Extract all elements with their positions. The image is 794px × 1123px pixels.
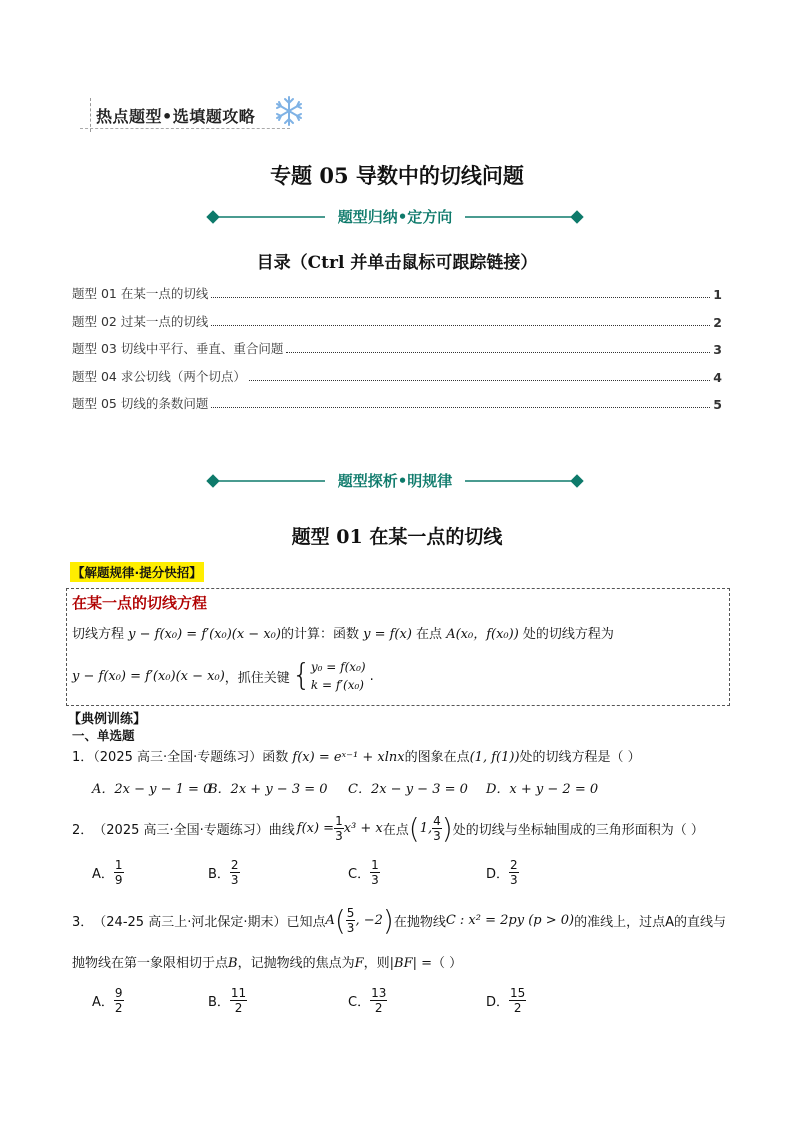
- option-text: D．x + y − 2 = 0: [486, 782, 599, 797]
- numerator: 4: [433, 814, 441, 828]
- numerator: 1: [371, 858, 379, 872]
- section-banner: [205, 206, 585, 228]
- denominator: 3: [371, 873, 379, 887]
- q-text: 处的切线方程是（ ）: [519, 750, 641, 765]
- toc-item-page: 4: [713, 369, 722, 385]
- numerator: 2: [230, 858, 239, 872]
- question-3: [72, 904, 726, 937]
- numerator: 5: [346, 906, 355, 920]
- denominator: 3: [335, 829, 343, 843]
- option[interactable]: [92, 858, 124, 887]
- snowflake-icon: [272, 94, 306, 128]
- fraction: [114, 858, 124, 887]
- formula: A: [325, 913, 335, 928]
- toc-item-page: 5: [713, 397, 722, 412]
- fraction: [370, 858, 380, 887]
- toc-item-label: 题型 01 在某一点的切线: [72, 286, 209, 301]
- q-text: ，则: [363, 956, 390, 971]
- text: 切线方程: [72, 627, 125, 642]
- option[interactable]: [486, 778, 598, 797]
- q-text: （2025 高三·全国·专题练习）曲线: [93, 823, 295, 838]
- text: 在点: [416, 627, 443, 642]
- fraction: [432, 814, 442, 843]
- formula: A(x₀，f(x₀)): [446, 627, 519, 642]
- toc-leader: [211, 325, 710, 326]
- rule-title: 在某一点的切线方程: [72, 594, 208, 612]
- numerator: 2: [510, 858, 518, 872]
- option[interactable]: [486, 986, 526, 1015]
- option[interactable]: [486, 858, 519, 887]
- fraction: [509, 986, 526, 1015]
- fraction: [230, 858, 240, 887]
- formula: y₀ = f(x₀): [310, 660, 366, 674]
- text: .: [369, 668, 374, 684]
- option-text: B．2x + y − 3 = 0: [208, 782, 328, 797]
- formula: y − f(x₀) = f′(x₀)(x − x₀): [72, 668, 225, 684]
- option-letter: A．: [92, 995, 114, 1010]
- toc-item-page: 1: [713, 287, 722, 302]
- text: 的计算：函数: [280, 627, 359, 642]
- paren: (: [334, 904, 346, 937]
- denominator: 3: [433, 829, 441, 843]
- toc-item[interactable]: [72, 312, 722, 330]
- numerator: 9: [114, 986, 123, 1000]
- formula: B: [228, 956, 238, 971]
- option-text: C．2x − y − 3 = 0: [348, 782, 468, 797]
- toc-item-page: 3: [713, 342, 722, 357]
- section-title: 题型 01 在某一点的切线: [291, 526, 503, 548]
- numerator: 1: [335, 814, 343, 828]
- option-letter: B．: [208, 867, 230, 882]
- fraction: [370, 986, 387, 1015]
- toc-item[interactable]: [72, 339, 722, 357]
- q-text: 处的切线与坐标轴围成的三角形面积为（ ）: [452, 823, 704, 838]
- option[interactable]: [348, 858, 380, 887]
- denominator: 3: [346, 921, 355, 935]
- option[interactable]: [348, 986, 387, 1015]
- option[interactable]: [208, 778, 328, 797]
- option-letter: A．: [92, 867, 114, 882]
- rule-line-2: [72, 658, 374, 694]
- text: 处的切线方程为: [522, 627, 614, 642]
- toc-item-page: 2: [713, 314, 722, 330]
- denominator: 2: [513, 1001, 522, 1015]
- denominator: 2: [114, 1001, 123, 1015]
- denominator: 2: [234, 1001, 243, 1015]
- header-divider: [90, 98, 91, 132]
- option-letter: B．: [208, 995, 230, 1010]
- option[interactable]: [208, 986, 247, 1015]
- formula: (1, f(1)): [469, 750, 520, 765]
- formula: y − f(x₀) = f′(x₀)(x − x₀): [128, 627, 281, 642]
- option[interactable]: [208, 858, 240, 887]
- denominator: 3: [230, 873, 239, 887]
- formula: 1,: [419, 821, 433, 836]
- toc-leader: [249, 380, 710, 381]
- formula: y = f(x): [363, 627, 412, 642]
- toc-title: 目录（Ctrl 并单击鼠标可跟踪链接）: [256, 253, 538, 273]
- option-letter: D．: [486, 995, 510, 1010]
- subsection-title: 一、单选题: [72, 728, 135, 743]
- denominator: 9: [114, 873, 123, 887]
- denominator: 3: [510, 873, 518, 887]
- paren: ): [382, 904, 394, 937]
- numerator: 1: [114, 858, 123, 872]
- option-letter: C．: [348, 867, 371, 882]
- toc-item[interactable]: [72, 284, 722, 302]
- option-letter: D．: [486, 867, 510, 882]
- formula: F: [354, 956, 364, 971]
- formula: f(x) = eˣ⁻¹ + xlnx: [292, 750, 405, 765]
- option[interactable]: [92, 778, 211, 797]
- formula: x³ + x: [343, 821, 383, 836]
- q-text: 的准线上，过点A的直线与: [574, 915, 726, 930]
- q-text: 的图象在点: [404, 750, 470, 765]
- toc-item-label: 题型 04 求公切线（两个切点）: [72, 368, 246, 384]
- formula: k = f′(x₀): [310, 678, 364, 692]
- toc-item-label: 题型 02 过某一点的切线: [72, 313, 209, 329]
- rule-line-1: [72, 623, 614, 642]
- q-num: 1．: [72, 750, 94, 765]
- option-text: A．2x − y − 1 = 0: [92, 782, 212, 797]
- q-text: 在抛物线: [393, 915, 446, 930]
- brace: {: [291, 658, 311, 693]
- fraction: [346, 906, 356, 935]
- numerator: 11: [230, 986, 247, 1000]
- denominator: 2: [374, 1001, 383, 1015]
- formula: |BF| =: [389, 956, 432, 971]
- tip-tag: 【解题规律·提分快招】: [70, 562, 204, 582]
- toc-item-label: 题型 05 切线的条数问题: [72, 396, 209, 411]
- toc-item[interactable]: [72, 394, 722, 412]
- toc-leader: [211, 297, 710, 298]
- toc-leader: [211, 407, 710, 408]
- page-title: 专题 05 导数中的切线问题: [270, 163, 524, 188]
- question-2: [72, 812, 704, 845]
- toc-item-label: 题型 03 切线中平行、垂直、重合问题: [72, 341, 284, 356]
- q-text: 抛物线在第一象限相切于点: [72, 956, 229, 971]
- text: ，抓住关键: [224, 670, 290, 686]
- example-tag: 【典例训练】: [68, 712, 147, 727]
- header-underline: [80, 128, 290, 129]
- fraction: [334, 814, 344, 843]
- q-text: 在点: [382, 823, 409, 838]
- banner-label: 题型探析•明规律: [337, 472, 453, 490]
- banner-label: 题型归纳•定方向: [337, 208, 453, 226]
- q-num: 2．: [72, 823, 94, 838]
- formula: f(x) =: [296, 821, 335, 836]
- formula: C : x² = 2py (p > 0): [445, 913, 575, 928]
- q-text: （24-25 高三上·河北保定·期末）已知点: [93, 915, 326, 930]
- q-text: （2025 高三·全国·专题练习）函数: [93, 750, 289, 765]
- q-text: （ ）: [432, 956, 463, 971]
- fraction: [114, 986, 124, 1015]
- option[interactable]: [92, 986, 124, 1015]
- option-letter: C．: [348, 995, 371, 1010]
- q-num: 3．: [72, 915, 94, 930]
- fraction: [230, 986, 247, 1015]
- section-banner: [205, 470, 585, 492]
- paren: ): [441, 812, 453, 845]
- paren: (: [408, 812, 420, 845]
- formula: , −2: [355, 913, 383, 928]
- option[interactable]: [348, 778, 468, 797]
- q-text: ，记抛物线的焦点为: [237, 956, 355, 971]
- toc-leader: [286, 352, 710, 353]
- numerator: 13: [371, 986, 387, 1000]
- numerator: 15: [510, 986, 526, 1000]
- header-badge: 热点题型•选填题攻略: [96, 107, 256, 126]
- question-3-line-2: [72, 952, 462, 971]
- question-1: [72, 746, 641, 765]
- toc-item[interactable]: [72, 367, 722, 385]
- equation-system: [311, 658, 366, 694]
- fraction: [509, 858, 519, 887]
